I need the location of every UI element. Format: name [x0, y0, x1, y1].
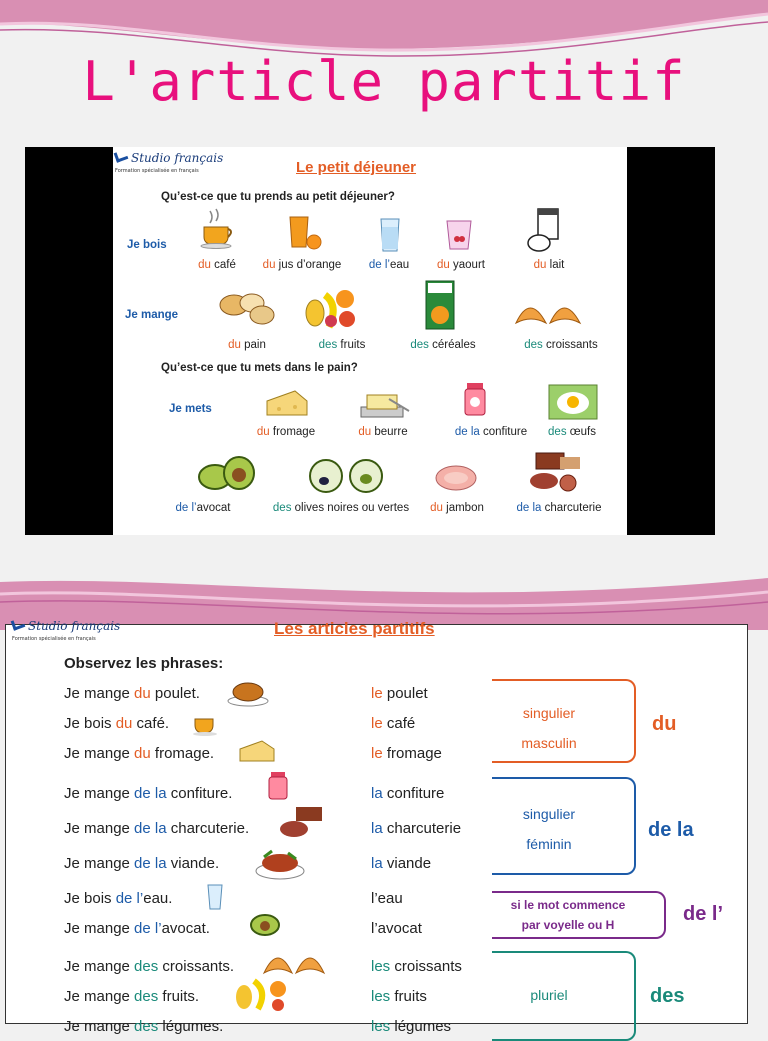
example-la-viande: la viande — [371, 855, 432, 872]
example-le-poulet: le poulet — [371, 685, 428, 702]
avocado-icon — [243, 907, 281, 937]
logo-tagline: Formation spécialisée en français — [12, 636, 96, 642]
cheese-icon — [265, 387, 309, 421]
slide-articles-partitifs — [5, 619, 748, 1035]
item-eau: de l’eau — [368, 259, 410, 271]
sentence-cafe: Je bois du café. — [64, 715, 170, 732]
fruits-icon — [303, 287, 359, 329]
sentence-legumes: Je mange des légumes. — [64, 1018, 224, 1035]
slide-petit-dejeuner — [25, 147, 715, 535]
verb-je-mets: Je mets — [169, 403, 212, 415]
question-petit-dejeuner: Qu’est-ce que tu prends au petit déjeuner? — [161, 191, 395, 203]
example-la-charcuterie: la charcuterie — [371, 820, 462, 837]
item-cafe: du café — [198, 259, 236, 271]
example-le-fromage: le fromage — [371, 745, 442, 762]
fried-egg-icon — [547, 383, 599, 421]
olives-icon — [308, 457, 384, 495]
item-jambon: du jambon — [430, 502, 484, 514]
rule-masculin: singulier masculin — [521, 705, 577, 751]
item-beurre: du beurre — [358, 426, 408, 438]
item-yaourt: du yaourt — [437, 259, 485, 271]
ham-icon — [434, 463, 478, 493]
item-confiture: de la confiture — [454, 426, 528, 438]
example-l-avocat: l’avocat — [371, 920, 422, 937]
charcuterie-icon — [526, 449, 584, 493]
example-la-confiture: la confiture — [371, 785, 445, 802]
result-de-la: de la — [648, 819, 694, 841]
result-du: du — [652, 713, 677, 735]
rule-feminin: singulier féminin — [522, 806, 576, 852]
coffee-cup-icon — [200, 207, 236, 249]
item-olives: des olives noires ou vertes — [272, 502, 410, 514]
verb-je-mange: Je mange — [125, 309, 179, 321]
result-de-l: de l’ — [683, 903, 724, 925]
orange-juice-icon — [286, 215, 322, 251]
logo-name: Studio français — [28, 619, 121, 633]
sentence-charcuterie: Je mange de la charcuterie. — [64, 820, 250, 837]
water-glass-icon — [206, 883, 224, 911]
example-l-eau: l’eau — [371, 890, 403, 907]
sentence-confiture: Je mange de la confiture. — [64, 785, 233, 802]
verb-je-bois: Je bois — [127, 239, 167, 251]
sentence-poulet: Je mange du poulet. — [64, 685, 200, 702]
jam-jar-icon — [268, 771, 288, 801]
item-jus-orange: du jus d’orange — [262, 259, 342, 271]
result-des: des — [650, 985, 685, 1007]
croissants-icon — [514, 295, 582, 329]
charcuterie-icon — [278, 805, 328, 841]
rule-voyelle: si le mot commence par voyelle ou H — [510, 898, 626, 932]
yogurt-icon — [445, 217, 473, 251]
cereal-box-icon — [424, 279, 456, 331]
example-le-cafe: le café — [371, 715, 416, 732]
item-cereales: des céréales — [410, 339, 476, 351]
logo-check-icon — [114, 149, 129, 163]
bread-icon — [218, 291, 278, 327]
logo-name: Studio français — [131, 151, 224, 165]
roast-chicken-icon — [226, 677, 270, 707]
slide-heading: Observez les phrases: — [64, 655, 224, 672]
item-avocat: de l’avocat — [175, 502, 231, 514]
item-oeufs: des œufs — [548, 426, 596, 438]
item-fromage: du fromage — [256, 426, 316, 438]
item-charcuterie: de la charcuterie — [516, 502, 602, 514]
slide-title: Le petit déjeuner — [296, 159, 417, 176]
item-pain: du pain — [228, 339, 266, 351]
sentence-eau: Je bois de l’eau. — [64, 890, 173, 907]
sentence-avocat: Je mange de l’avocat. — [64, 920, 210, 937]
page-title: L'article partitif — [82, 50, 686, 113]
sentence-croissants: Je mange des croissants. — [64, 958, 235, 975]
slide-content — [113, 147, 627, 535]
sentence-fromage: Je mange du fromage. — [64, 745, 215, 762]
item-fruits: des fruits — [318, 339, 366, 351]
fruits-icon — [234, 977, 294, 1011]
cheese-icon — [238, 739, 276, 765]
milk-icon — [526, 207, 564, 253]
butter-icon — [359, 389, 411, 421]
avocado-icon — [197, 451, 257, 493]
slide-title: Les articles partitifs — [274, 619, 435, 638]
item-croissants: des croissants — [524, 339, 598, 351]
jam-jar-icon — [463, 381, 487, 417]
water-glass-icon — [378, 217, 402, 253]
meat-plate-icon — [254, 847, 306, 881]
logo-tagline: Formation spécialisée en français — [115, 168, 199, 174]
example-les-legumes: les légumes — [371, 1018, 452, 1035]
rule-pluriel: pluriel — [530, 987, 568, 1003]
example-les-fruits: les fruits — [371, 988, 427, 1005]
item-lait: du lait — [533, 259, 565, 271]
croissants-icon — [262, 947, 326, 977]
sentence-viande: Je mange de la viande. — [64, 855, 220, 872]
example-les-croissants: les croissants — [371, 958, 462, 975]
question-pain: Qu’est-ce que tu mets dans le pain? — [161, 362, 358, 374]
coffee-cup-icon — [191, 707, 219, 737]
sentence-fruits: Je mange des fruits. — [64, 988, 200, 1005]
